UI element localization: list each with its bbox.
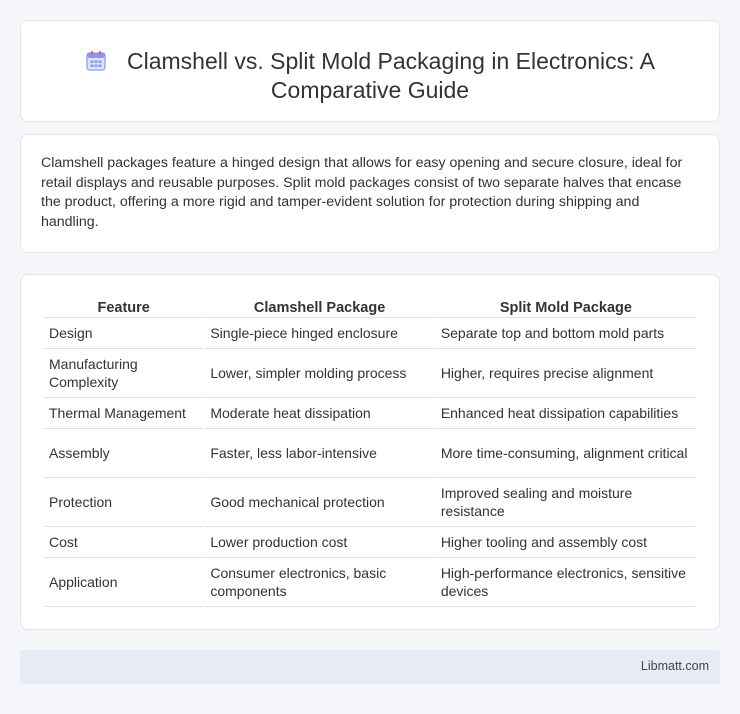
intro-card	[20, 134, 720, 253]
table-cell: Cost	[44, 527, 203, 558]
table-cell: Lower, simpler molding process	[205, 349, 433, 398]
table-cell: Higher tooling and assembly cost	[436, 527, 696, 558]
calendar-icon	[85, 50, 107, 72]
table-row	[44, 558, 696, 607]
intro-paragraph: Clamshell packages feature a hinged design that allows for easy opening and secure closure, ideal for retail displays and reusable purposes. Split mold packages consist of two separate halves that encase the product, offering a more rigid and tamper-evident solution for protection during shipping and handling.	[41, 155, 683, 230]
table-cell: Manufacturing Complexity	[44, 349, 203, 398]
title-card	[20, 20, 720, 122]
footer-brand-link[interactable]: Libmatt.com	[640, 659, 709, 673]
table-cell: Good mechanical protection	[205, 478, 433, 527]
table-cell: Improved sealing and moisture resistance	[436, 478, 696, 527]
header-clamshell: Clamshell Package	[205, 296, 433, 318]
comparison-table	[42, 296, 698, 607]
table-cell: Single-piece hinged enclosure	[205, 318, 433, 349]
table-row	[44, 478, 696, 527]
table-row	[44, 527, 696, 558]
table-cell: Design	[44, 318, 203, 349]
table-cell: Higher, requires precise alignment	[436, 349, 696, 398]
comparison-card	[20, 274, 720, 630]
table-row	[44, 398, 696, 429]
table-cell: Assembly	[44, 429, 203, 478]
table-cell: Separate top and bottom mold parts	[436, 318, 696, 349]
page-title-text: Clamshell vs. Split Mold Packaging in Electronics: A Comparative Guide	[127, 48, 655, 103]
table-cell: Application	[44, 558, 203, 607]
footer-bar	[20, 650, 720, 684]
table-header-row	[44, 296, 696, 318]
table-cell: Lower production cost	[205, 527, 433, 558]
table-cell: Faster, less labor-intensive	[205, 429, 433, 478]
table-cell: More time-consuming, alignment critical	[436, 429, 696, 478]
table-row	[44, 349, 696, 398]
table-row	[44, 318, 696, 349]
table-cell: Enhanced heat dissipation capabilities	[436, 398, 696, 429]
table-row	[44, 429, 696, 478]
page-title	[21, 47, 719, 105]
table-cell: Consumer electronics, basic components	[205, 558, 433, 607]
header-split-mold: Split Mold Package	[436, 296, 696, 318]
table-cell: Thermal Management	[44, 398, 203, 429]
table-cell: Moderate heat dissipation	[205, 398, 433, 429]
table-cell: High-performance electronics, sensitive devices	[436, 558, 696, 607]
table-cell: Protection	[44, 478, 203, 527]
header-feature: Feature	[44, 296, 203, 318]
